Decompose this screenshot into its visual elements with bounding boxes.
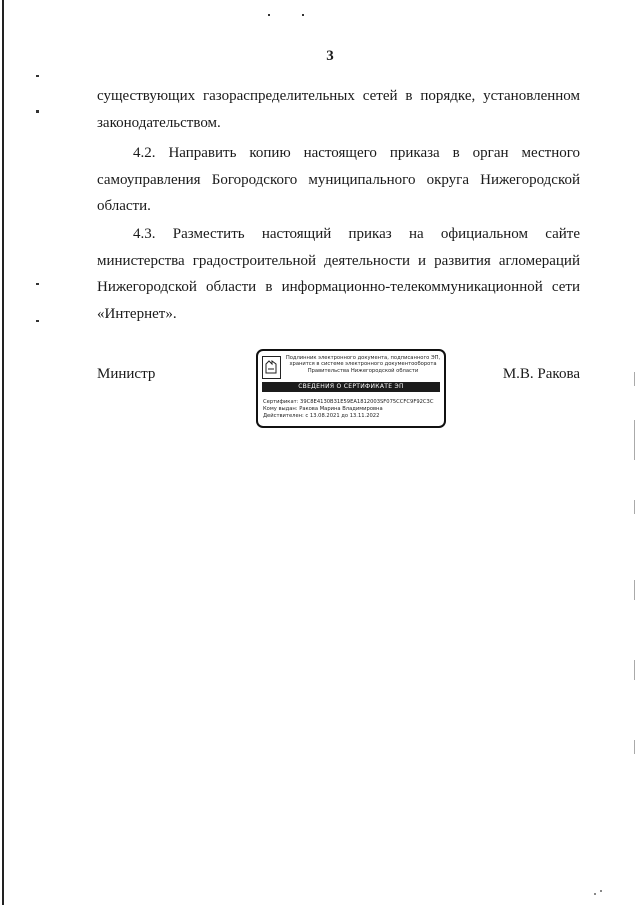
stamp-certificate: Сертификат: 39C8E4130B31E59EA1812003SF075CCFC9F92C3C <box>263 399 434 405</box>
coat-of-arms-icon <box>262 356 281 379</box>
scan-dot <box>600 890 602 892</box>
scan-dot <box>302 14 304 16</box>
stamp-note: Подлинник электронного документа, подписанного ЭП, хранится в системе электронного документооборота Правительства Нижегородской области <box>285 355 441 374</box>
scan-edge-mark <box>634 660 635 680</box>
scan-edge-mark <box>634 372 635 386</box>
stamp-issued-to: Кому выдан: Ракова Марина Владимировна <box>263 406 383 412</box>
paragraph-4-2: 4.2. Направить копию настоящего приказа в орган местного самоуправления Богородского муниципального округа Нижегородской области. <box>97 145 580 214</box>
scan-edge-mark <box>634 420 635 460</box>
scan-dot <box>36 110 39 113</box>
scan-edge-mark <box>634 580 635 600</box>
stamp-valid: Действителен: с 13.08.2021 до 13.11.2022 <box>263 413 380 419</box>
signatory-position: Министр <box>97 366 156 382</box>
scan-dot <box>36 320 39 322</box>
scan-dot <box>36 283 39 285</box>
scan-left-border <box>2 0 4 905</box>
scan-edge-mark <box>634 740 635 754</box>
scan-dot <box>36 75 39 77</box>
digital-signature-stamp <box>256 349 446 428</box>
scan-dot <box>268 14 270 16</box>
page-number: 3 <box>326 48 334 64</box>
paragraph-4-3: 4.3. Разместить настоящий приказ на официальном сайте министерства градостроительной деятельности и развития агломераций Нижегородской области в информационно-телекоммуникационной сети «Интернет». <box>97 226 580 322</box>
scan-dot <box>594 893 596 895</box>
scan-edge-mark <box>634 500 635 514</box>
stamp-title: СВЕДЕНИЯ О СЕРТИФИКАТЕ ЭП <box>262 382 440 392</box>
signatory-name: М.В. Ракова <box>502 366 580 382</box>
paragraph-continuation: существующих газораспределительных сетей в порядке, установленном законодательством. <box>97 88 580 131</box>
